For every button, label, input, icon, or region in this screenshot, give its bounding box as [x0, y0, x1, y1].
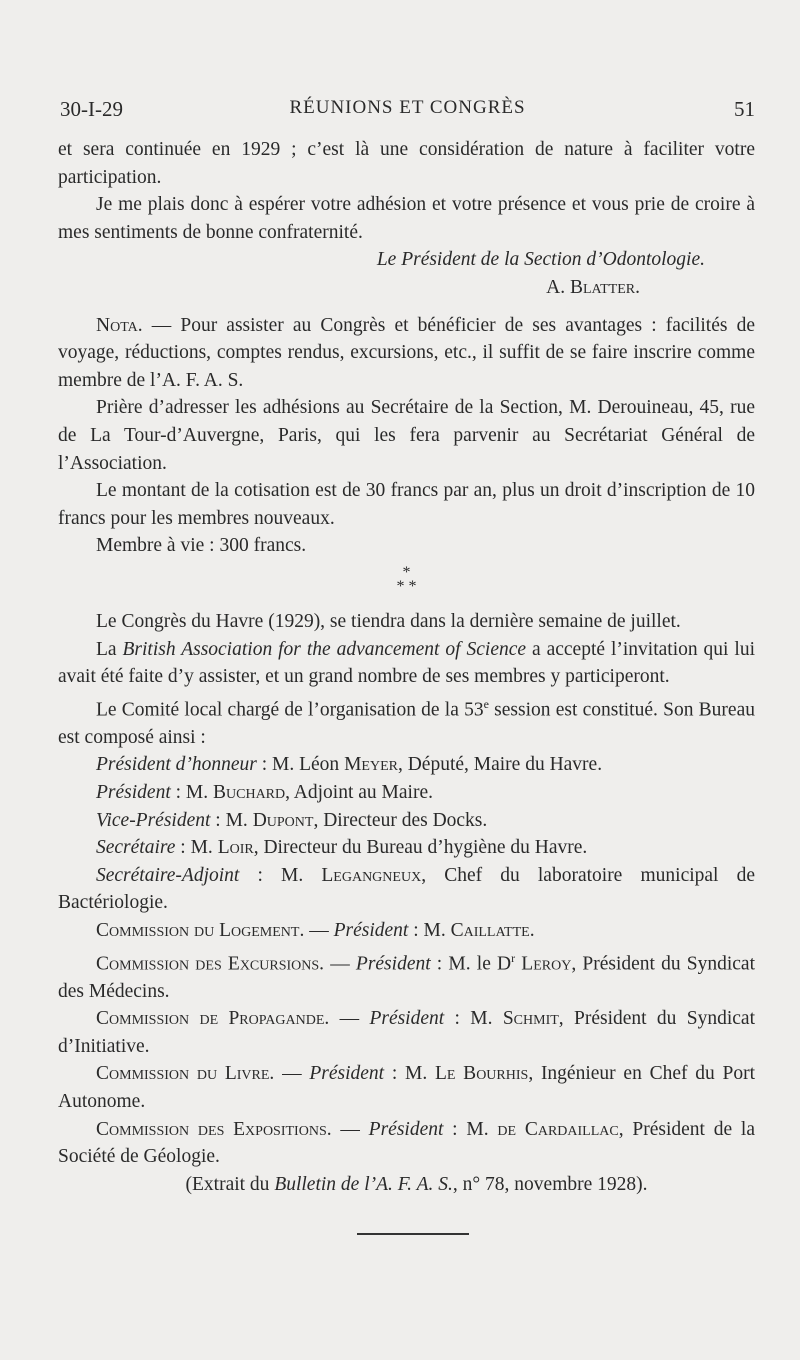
- congress-paragraph: La British Association for the advancement of Science a accepté l’invitation qui lui avait été faite d’y assister, et un grand nombre de ses membres y participeront.: [58, 638, 755, 688]
- commission-name: Commission des Excursions.: [96, 953, 325, 975]
- commission-president: Leroy: [515, 953, 572, 975]
- bureau-name: Dupont: [252, 809, 314, 831]
- closing-rule: [357, 1233, 469, 1235]
- bureau-entry: Président : M. Buchard, Adjoint au Maire.: [96, 781, 433, 803]
- nota-paragraph: Le montant de la cotisation est de 30 francs par an, plus un droit d’inscription de 10 francs pour les membres nouveaux.: [58, 480, 755, 529]
- bureau-entry: Président d’honneur : M. Léon Meyer, Député, Maire du Havre.: [96, 754, 603, 776]
- nota-paragraph: Nota. — Pour assister au Congrès et bénéficier de ses avantages : facilités de voyage, réductions, comptes rendus, excursions, etc., il suffit de se faire inscrire comme membre de l’A. F. A. S.: [58, 314, 755, 391]
- commission-role: Président: [333, 919, 409, 941]
- commission-list: [58, 917, 755, 1171]
- bureau-name: Buchard: [213, 781, 286, 803]
- signature-name: A. Blatter.: [546, 276, 640, 298]
- commission-president: Le Bourhis: [434, 1063, 529, 1085]
- commission-role: Président: [355, 953, 431, 975]
- commission-role: Président: [369, 1008, 445, 1030]
- bureau-role: Secrétaire: [96, 837, 176, 859]
- extract-citation: (Extrait du Bulletin de l’A. F. A. S., n° 78, novembre 1928).: [185, 1173, 648, 1195]
- commission-role: Président: [309, 1063, 385, 1085]
- running-header: [60, 97, 755, 123]
- bureau-name: Legangneux: [321, 864, 422, 886]
- header-date: 30-I-29: [60, 97, 123, 121]
- signature-title: Le Président de la Section d’Odontologie.: [376, 249, 705, 271]
- commission-name: Commission du Logement.: [96, 919, 305, 941]
- congress-paragraph: Le Comité local chargé de l’organisation de la 53e session est constitué. Son Bureau est composé ainsi :: [58, 696, 755, 748]
- commission-name: Commission de Propagande.: [96, 1008, 330, 1030]
- bureau-entry: Secrétaire : M. Loir, Directeur du Bureau d’hygiène du Havre.: [96, 837, 588, 859]
- bureau-entry: Secrétaire-Adjoint : M. Legangneux, Chef du laboratoire municipal de Bactériologie.: [58, 864, 756, 914]
- commission-president: de Cardaillac: [497, 1118, 619, 1140]
- bureau-role: Secrétaire-Adjoint: [96, 864, 240, 886]
- nota-label: Nota.: [96, 314, 143, 336]
- bureau-role: Vice-Président: [96, 809, 211, 831]
- bureau-name: Loir: [217, 837, 254, 859]
- commission-role: Président: [368, 1118, 444, 1140]
- bureau-entry: Vice-Président : M. Dupont, Directeur des Docks.: [96, 809, 488, 831]
- commission-entry: Commission des Expositions. — Président : M. de Cardaillac, Président de la Société de Géologie.: [58, 1118, 755, 1168]
- letter-paragraph: Je me plais donc à espérer votre adhésion et votre présence et vous prie de croire à mes sentiments de bonne confraternité.: [58, 194, 755, 243]
- commission-entry: Commission du Livre. — Président : M. Le Bourhis, Ingénieur en Chef du Port Autonome.: [58, 1063, 755, 1112]
- nota-paragraph: Prière d’adresser les adhésions au Secrétaire de la Section, M. Derouineau, 45, rue de La Tour-d’Auvergne, Paris, qui les fera parvenir au Secrétariat Général de l’Association.: [58, 397, 755, 474]
- bureau-role: Président d’honneur: [96, 754, 257, 776]
- commission-entry: Commission de Propagande. — Président : M. Schmit, Président du Syndicat d’Initiative.: [58, 1008, 755, 1057]
- commission-president: Caillatte: [450, 919, 530, 941]
- commission-president: Schmit: [502, 1008, 559, 1030]
- bureau-list: [58, 751, 755, 917]
- commission-entry: Commission du Logement. — Président : M. Caillatte.: [96, 919, 535, 941]
- asterism-divider: * * *: [396, 563, 417, 595]
- page-number: 51: [734, 97, 755, 121]
- bureau-role: Président: [96, 781, 171, 803]
- commission-name: Commission des Expositions.: [96, 1118, 332, 1140]
- page-body: [58, 136, 755, 1198]
- letter-paragraph: et sera continuée en 1929 ; c’est là une considération de nature à faciliter votre participation.: [58, 139, 755, 188]
- header-title: RÉUNIONS ET CONGRÈS: [289, 97, 526, 118]
- nota-paragraph: Membre à vie : 300 francs.: [96, 535, 307, 557]
- congress-paragraph: Le Congrès du Havre (1929), se tiendra dans la dernière semaine de juillet.: [96, 610, 681, 632]
- commission-entry: Commission des Excursions. — Président : M. le $D^r$ Leroy, Président du Syndicat des Médecins.: [58, 950, 756, 1002]
- bureau-name: Meyer: [344, 754, 398, 776]
- commission-name: Commission du Livre.: [96, 1063, 275, 1085]
